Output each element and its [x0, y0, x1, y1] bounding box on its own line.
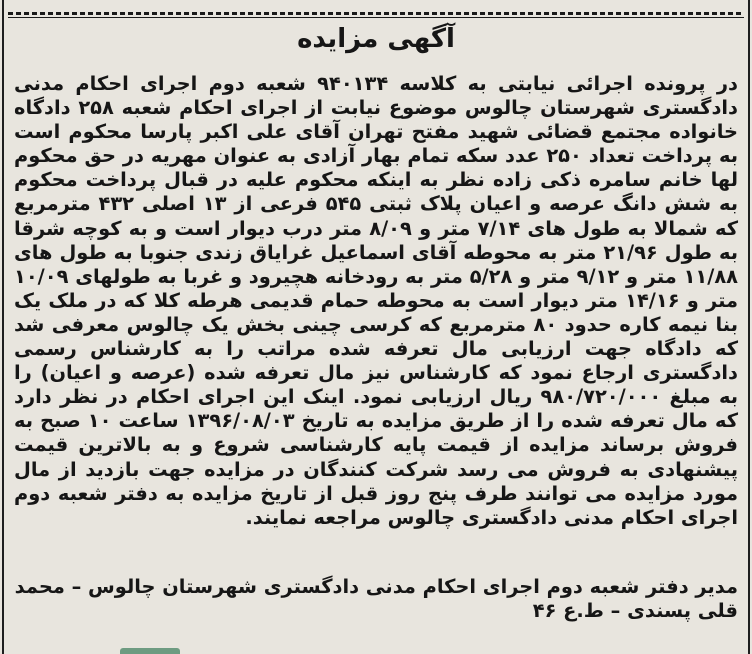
top-thin-rule	[8, 17, 744, 18]
top-dashed-rule	[8, 12, 744, 15]
notice-paragraph: در پرونده اجرائی نیابتی به کلاسه ۹۴۰۱۳۴ شعبه دوم اجرای احکام مدنی دادگستری شهرستان چالوس موضوع نیابت از اجرای احکام شعبه ۲۵۸ دادگاه خانواده مجتمع قضائی شهید مفتح تهران آقای علی اکبر پارسا محکوم است به پرداخت تعداد ۲۵۰ عدد سکه تمام بهار آزادی به عنوان مهریه در حق محکوم لها خانم سامره ذکی زاده نظر به اینکه محکوم علیه در قبال پرداخت محکوم به شش دانگ عرصه و اعیان پلاک ثبتی ۵۴۵ فرعی از ۱۳ اصلی ۴۳۲ مترمربع که شمالا به طول های ۷/۱۴ متر و ۸/۰۹ متر درب دیوار است و به کوچه شرقا به طول ۲۱/۹۶ متر به محوطه آقای اسماعیل غرایاق زندی جنوبا به طول های ۱۱/۸۸ متر و ۹/۱۲ متر و ۵/۲۸ متر به رودخانه هچیرود و غربا به طولهای ۱۰/۰۹ متر و ۱۴/۱۶ متر دیوار است به محوطه حمام قدیمی هرطه کلا که در ملک یک بنا نیمه کاره حدود ۸۰ مترمربع که کرسی چینی بخش یک چالوس معرفی شد که دادگاه جهت ارزیابی مال تعرفه شده مراتب را به کارشناس رسمی دادگستری ارجاع نمود که کارشناس نیز مال تعرفه شده (عرصه و اعیان) را به مبلغ ۹۸۰/۷۲۰/۰۰۰ ریال ارزیابی نمود. اینک این اجرای احکام در نظر دارد که مال تعرفه شده را از طریق مزایده به تاریخ ۱۳۹۶/۰۸/۰۳ ساعت ۱۰ صبح به فروش برساند مزایده از قیمت پایه کارشناسی شروع و به بالاترین قیمت پیشنهادی به فروش می رسد شرکت کنندگان در مزایده جهت بازدید از مال مورد مزایده می توانند طرف پنج روز قبل از تاریخ مزایده به دفتر شعبه دوم اجرای احکام مدنی دادگستری چالوس مراجعه نمایند.	[14, 72, 739, 529]
notice-signature: مدیر دفتر شعبه دوم اجرای احکام مدنی دادگستری شهرستان چالوس – محمد قلی پسندی – ط.ع ۴۶	[14, 575, 738, 622]
left-border	[2, 0, 4, 654]
notice-body	[14, 72, 738, 530]
right-border	[748, 0, 750, 654]
notice-title: آگهی مزایده	[297, 24, 455, 54]
bottom-edge-mark	[120, 648, 180, 654]
